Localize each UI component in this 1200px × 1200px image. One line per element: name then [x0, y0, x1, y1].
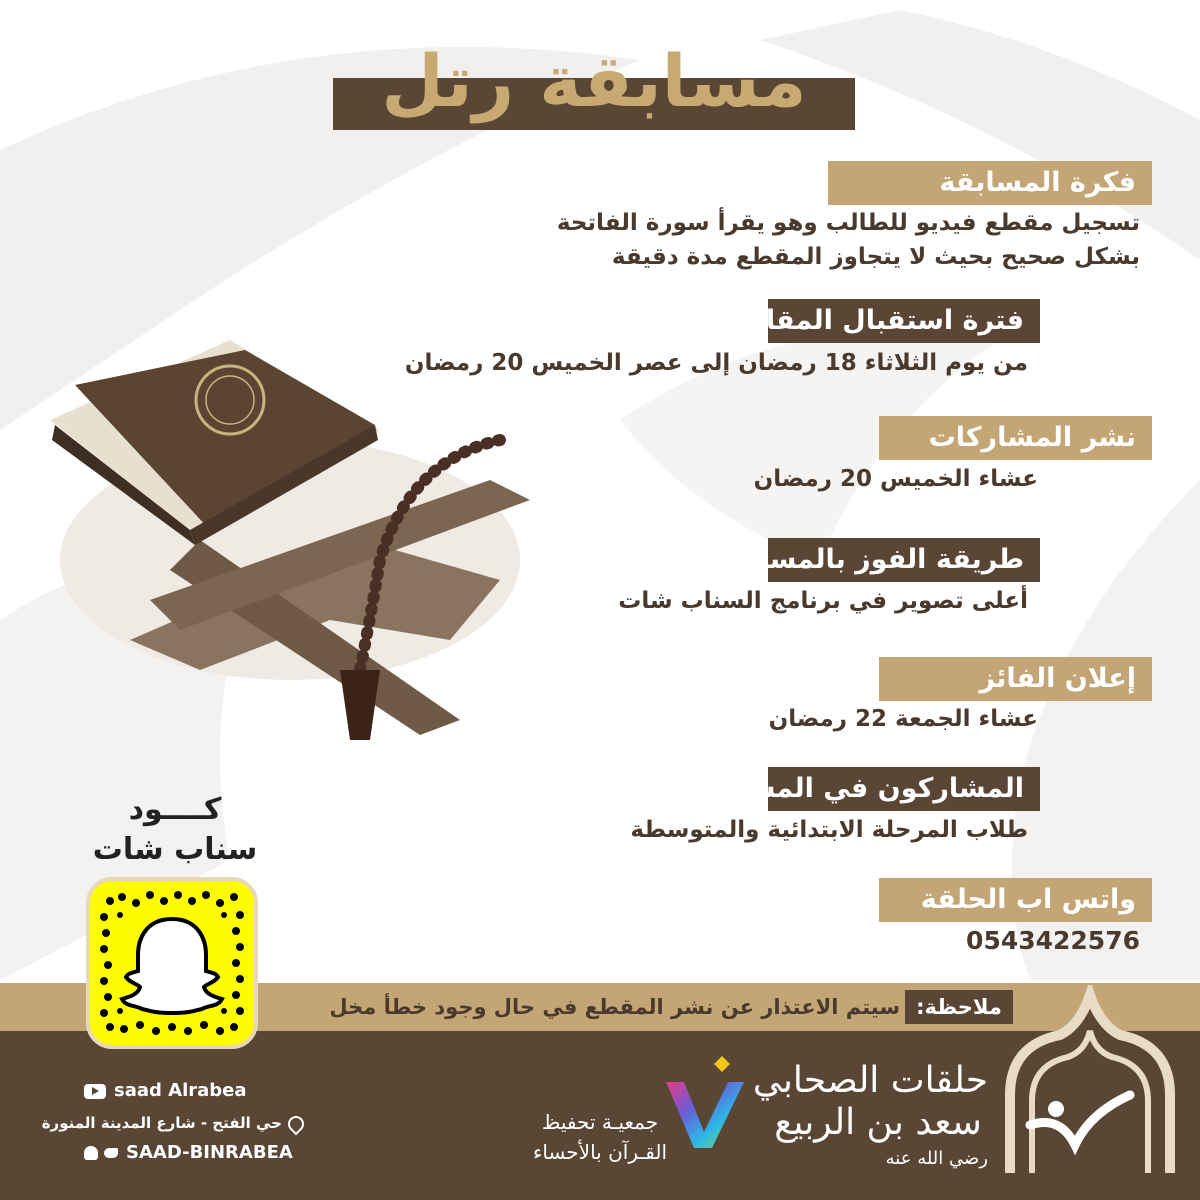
section-participants-label: المشاركون في المسابقة	[768, 767, 1040, 811]
whatsapp-number: 0543422576	[966, 926, 1140, 955]
twitter-icon	[104, 1148, 118, 1158]
section-idea-line-1: تسجيل مقطع فيديو للطالب وهو يقرأ سورة الفاتحة	[556, 210, 1140, 236]
snapcode-label-line-2: سناب شات	[92, 832, 258, 867]
snapchat-icon	[84, 1146, 98, 1160]
org-logo-icon	[990, 985, 1190, 1185]
youtube-channel: saad Alrabea	[114, 1080, 247, 1101]
snapcode-label-line-1: كــــود	[128, 792, 222, 827]
section-idea-label: فكرة المسابقة	[828, 161, 1152, 205]
section-win-line: أعلى تصوير في برنامج السناب شات	[618, 588, 1028, 614]
location-text: حي الفتح - شارع المدينة المنورة	[41, 1114, 282, 1132]
section-period-label: فترة استقبال المقاطع	[768, 299, 1040, 343]
section-announce-line: عشاء الجمعة 22 رمضان	[768, 706, 1038, 732]
partner-name-line-2: القـرآن بالأحساء	[532, 1140, 668, 1164]
youtube-contact[interactable]	[84, 1080, 247, 1101]
snapcode-label	[60, 790, 290, 870]
org-name-line-3: رضي الله عنه	[885, 1148, 988, 1169]
youtube-icon	[84, 1084, 106, 1099]
org-name-line-2: سعد بن الربيع	[774, 1102, 982, 1143]
quran-illustration	[30, 340, 550, 740]
note-label: ملاحظة:	[905, 990, 1013, 1024]
section-publish-line: عشاء الخميس 20 رمضان	[753, 466, 1038, 492]
snapcode[interactable]	[86, 877, 258, 1049]
handle-text: SAAD-BINRABEA	[126, 1142, 293, 1163]
social-handle[interactable]	[84, 1142, 293, 1163]
section-win-label: طريقة الفوز بالمسابقة	[768, 538, 1040, 582]
snapcode-pattern	[90, 881, 254, 1045]
note-text: سيتم الاعتذار عن نشر المقطع في حال وجود خطأ مخل	[329, 995, 900, 1019]
ghost-icon	[122, 919, 222, 1013]
section-idea-line-2: بشكل صحيح بحيث لا يتجاوز المقطع مدة دقيقة	[611, 244, 1140, 270]
org-name-line-1: حلقات الصحابي	[752, 1060, 988, 1101]
section-whatsapp-label: واتس اب الحلقة	[879, 878, 1152, 922]
section-announce-label: إعلان الفائز	[879, 657, 1152, 701]
partner-name-line-1: جمعيـة تحفيظ	[541, 1110, 659, 1134]
section-publish-label: نشر المشاركات	[879, 416, 1152, 460]
section-participants-line: طلاب المرحلة الابتدائية والمتوسطة	[630, 817, 1028, 843]
location-contact	[42, 1114, 304, 1132]
page-title: مسابقة رتل	[381, 39, 807, 123]
section-period-line: من يوم الثلاثاء 18 رمضان إلى عصر الخميس 20 رمضان	[404, 350, 1028, 376]
location-pin-icon	[285, 1112, 308, 1135]
